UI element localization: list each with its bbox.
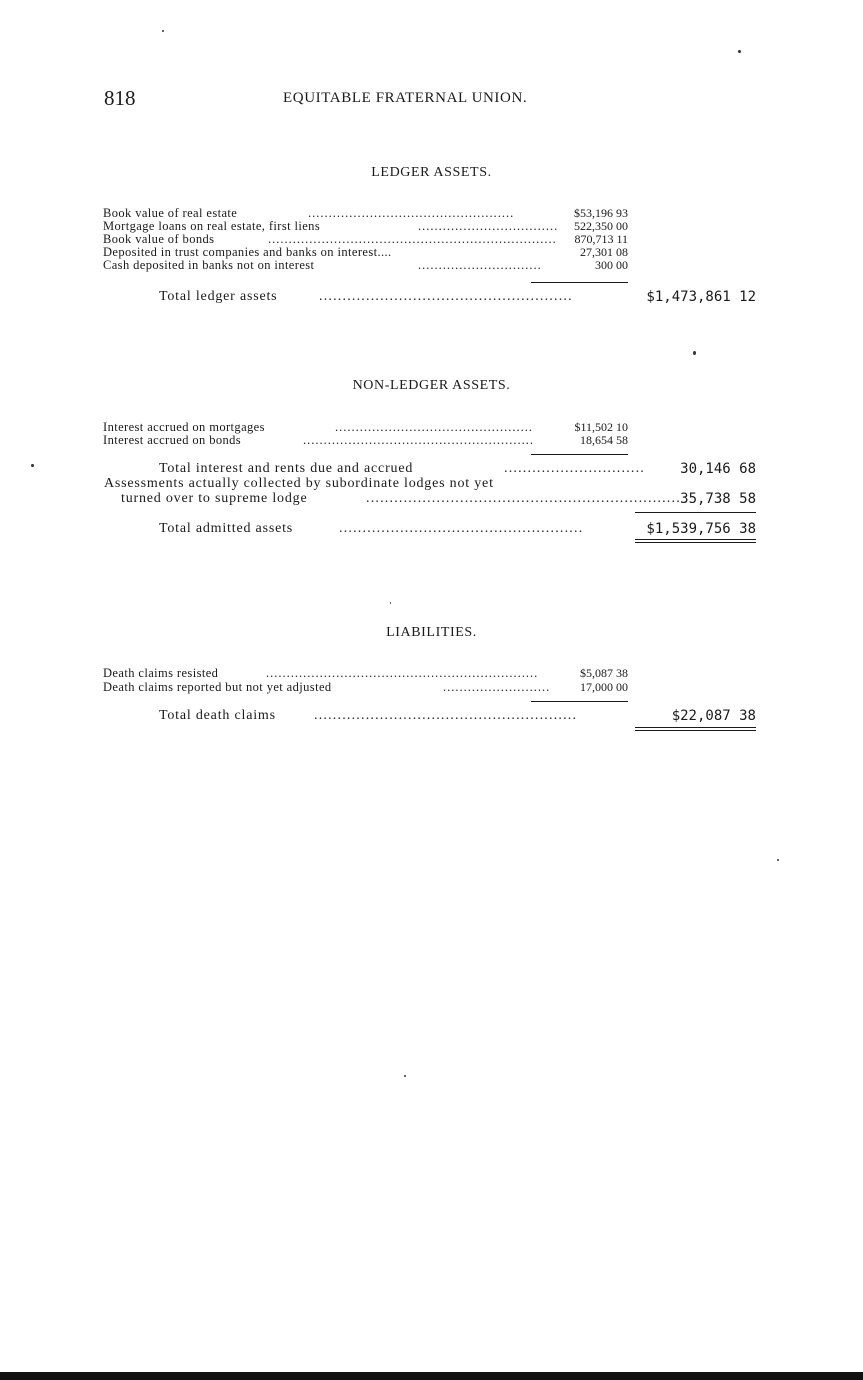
item-value: 300 00 [595,258,628,272]
item-label: Death claims reported but not yet adjusted [103,680,332,694]
item-label: Interest accrued on bonds [103,433,242,447]
subtotal-rule [531,282,628,283]
total-value: $22,087 38 [671,708,756,724]
item-value: $5,087 38 [580,666,628,680]
total-value: $1,539,756 38 [646,521,756,537]
assessments-label-line1: Assessments actually collected by subordinate lodges not yet [104,476,494,491]
total-death-claims-row [159,707,756,725]
item-label: Mortgage loans on real estate, first liens [103,219,321,233]
liabilities-item-row [103,681,628,694]
double-rule [635,539,756,543]
dot-leader: .......................... [443,680,551,694]
dot-leader: ...................................................... [319,289,573,304]
total-label: Total interest and rents due and accrued [159,461,414,476]
dot-leader: ...................................................................... [268,232,557,246]
total-value: $1,473,861 12 [646,289,756,305]
page-number: 818 [104,86,136,110]
dot-leader: .................................................. [308,206,515,220]
double-rule [635,727,756,731]
dot-leader: ................................................................... [366,491,681,506]
running-head: EQUITABLE FRATERNAL UNION. [283,90,528,106]
item-value: $53,196 93 [574,206,628,220]
ledger-item-row [103,259,628,272]
liabilities-item-row [103,667,628,680]
scan-speck [162,30,164,32]
item-value: 18,654 58 [580,433,628,447]
scan-speck [693,351,696,355]
scan-speck [404,1075,406,1077]
item-label: Interest accrued on mortgages [103,420,265,434]
dot-leader: ................................................ [335,420,533,434]
scan-edge-bar [0,1372,863,1380]
scan-speck [390,602,391,604]
total-label: Total death claims [159,708,276,723]
subtotal-rule [531,701,628,702]
item-value: 522,350 00 [574,219,628,233]
item-label: Book value of real estate [103,206,238,220]
item-value: $11,502 10 [574,420,628,434]
total-value: 30,146 68 [680,461,756,477]
item-label: Book value of bonds [103,232,215,246]
scan-speck [31,464,34,467]
total-ledger-assets-row [159,288,756,306]
total-label: Total admitted assets [159,521,294,536]
dot-leader: .................................................................. [266,666,539,680]
item-label: Deposited in trust companies and banks on interest.... [103,245,392,259]
ledger-assets-title: LEDGER ASSETS. [371,165,492,180]
dot-leader: .................................................... [339,521,584,536]
non-ledger-item-row [103,434,628,447]
item-label: Death claims resisted [103,666,219,680]
liabilities-title: LIABILITIES. [386,625,477,640]
item-label: Cash deposited in banks not on interest [103,258,315,272]
subtotal-rule [635,512,756,513]
total-label: Total ledger assets [159,289,278,304]
dot-leader: .................................. [418,219,559,233]
total-label: turned over to supreme lodge [121,491,308,506]
scan-speck [777,859,779,861]
subtotal-rule [531,454,628,455]
item-value: 27,301 08 [580,245,628,259]
total-admitted-assets-row [159,520,756,538]
non-ledger-assets-title: NON-LEDGER ASSETS. [352,378,511,393]
assessments-row [121,490,756,508]
dot-leader: .............................. [418,258,542,272]
dot-leader: .............................. [504,461,645,476]
dot-leader: ........................................................ [303,433,534,447]
item-value: 870,713 11 [574,232,628,246]
scan-speck [738,50,741,53]
dot-leader: ........................................................ [314,708,578,723]
total-value: 35,738 58 [680,491,756,507]
item-value: 17,000 00 [580,680,628,694]
